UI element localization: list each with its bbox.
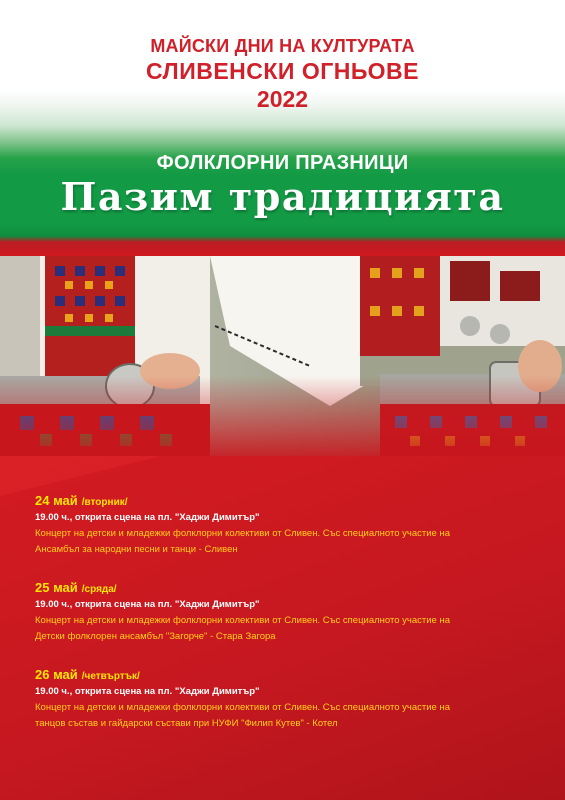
event-description: танцов състав и гайдарски състави при НУФИ "Филип Кутев" - Котел xyxy=(35,718,338,729)
event-date-line xyxy=(35,666,545,684)
costume-illustration xyxy=(0,256,565,456)
event-item xyxy=(35,579,545,645)
event-item xyxy=(35,492,545,558)
event-date-line xyxy=(35,579,545,597)
festival-title: МАЙСКИ ДНИ НА КУЛТУРАТА xyxy=(150,36,415,56)
folk-costume-photo xyxy=(0,256,565,456)
event-date: 26 май xyxy=(35,667,78,682)
event-date: 24 май xyxy=(35,493,78,508)
event-description: Детски фолклорен ансамбъл "Загорче" - Стара Загора xyxy=(35,631,276,642)
event-description: Концерт на детски и младежки фолклорни колективи от Сливен. Със специалното участие на xyxy=(35,528,450,539)
event-weekday: /сряда/ xyxy=(81,584,117,595)
event-time: 19.00 ч., открита сцена на пл. "Хаджи Димитър" xyxy=(35,512,260,523)
headline: Пазим традицията xyxy=(60,174,505,219)
event-item xyxy=(35,666,545,732)
festival-name: СЛИВЕНСКИ ОГНЬОВЕ xyxy=(146,58,419,84)
subtitle: ФОЛКЛОРНИ ПРАЗНИЦИ xyxy=(156,152,409,174)
event-weekday: /вторник/ xyxy=(81,497,128,508)
flag-header xyxy=(0,0,565,256)
programme-panel xyxy=(0,456,565,800)
event-description: Ансамбъл за народни песни и танци - Сливен xyxy=(35,544,238,555)
event-date: 25 май xyxy=(35,580,78,595)
festival-year: 2022 xyxy=(256,86,309,112)
event-weekday: /четвъртък/ xyxy=(81,671,140,682)
event-description: Концерт на детски и младежки фолклорни колективи от Сливен. Със специалното участие на xyxy=(35,615,450,626)
event-date-line xyxy=(35,492,545,510)
event-description: Концерт на детски и младежки фолклорни колективи от Сливен. Със специалното участие на xyxy=(35,702,450,713)
event-time: 19.00 ч., открита сцена на пл. "Хаджи Димитър" xyxy=(35,599,260,610)
event-time: 19.00 ч., открита сцена на пл. "Хаджи Димитър" xyxy=(35,686,260,697)
